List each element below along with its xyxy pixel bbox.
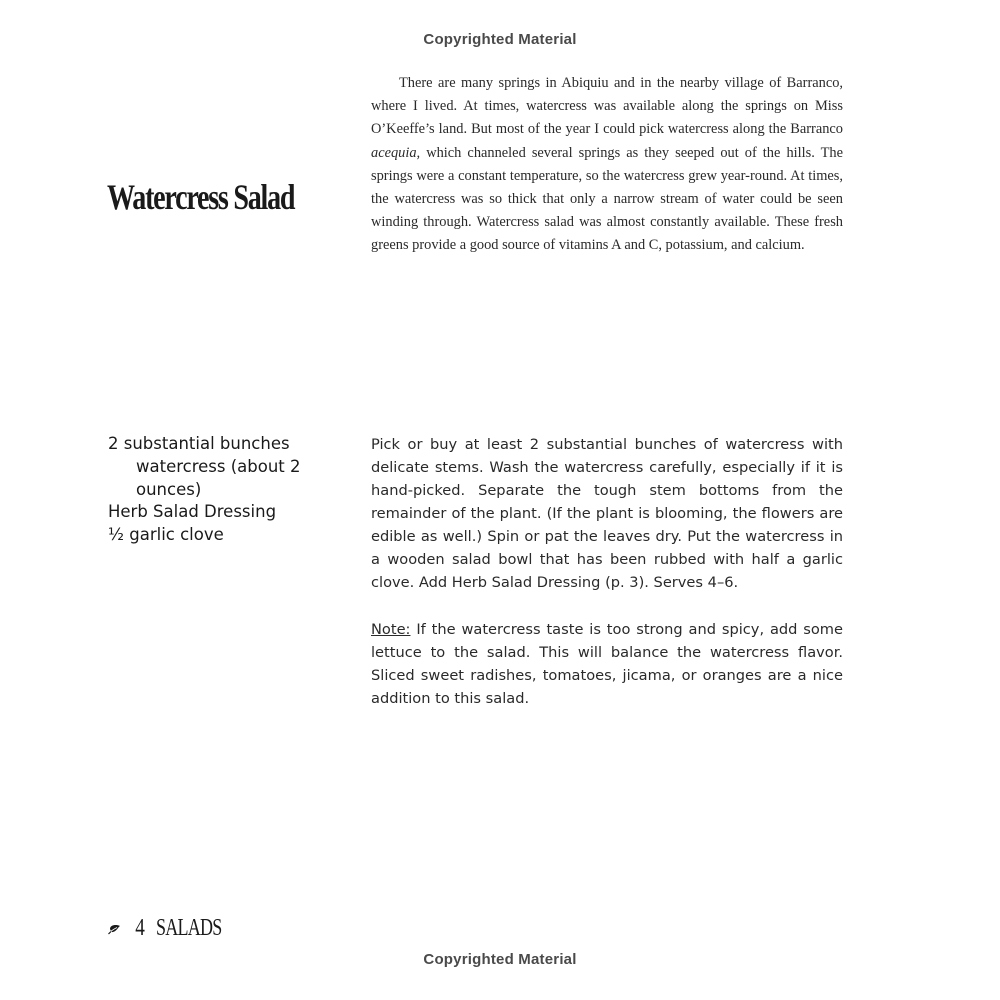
page-footer [108, 915, 243, 945]
intro-text-1: There are many springs in Abiquiu and in the nearby village of Barranco, where I lived. At times, watercress was available along the springs on Miss O’Keeffe’s land. But most of the year I could pick watercress along the Barranco [371, 75, 843, 138]
page-number: 4 [135, 915, 145, 941]
recipe-directions: Pick or buy at least 2 substantial bunches of watercress with delicate stems. Wash the watercress carefully, especially if it is hand-picked. Separate the tough stem bottoms from the remainder of the plant. (If the plant is blooming, the flowers are edible as well.) Spin or pat the leaves dry. Put the watercress in a wooden salad bowl that has been rubbed with half a garlic clove. Add Herb Salad Dressing (p. 3). Serves 4–6. [371, 436, 843, 591]
ingredients-list [108, 433, 328, 547]
intro-text-2: which channeled several springs as they seeped out of the hills. The springs were a constant temperature, so the watercress grew year-round. At times, the watercress was so thick that only a narrow stream of water could be seen winding through. Watercress salad was almost constantly available. These fresh greens provide a good source of vitamins A and C, potassium, and calcium. [371, 144, 843, 254]
ingredient-item: Herb Salad Dressing [108, 502, 277, 522]
recipe-intro [371, 72, 843, 258]
ingredient-item: 2 substantial bunches watercress (about 2 ounces) [108, 434, 301, 499]
recipe-note [371, 618, 843, 710]
recipe-title: Watercress Salad [107, 177, 295, 217]
note-label: Note: [371, 621, 411, 638]
section-name: SALADS [156, 915, 222, 941]
copyright-watermark-top: Copyrighted Material [423, 31, 577, 48]
intro-italic-term: acequia, [371, 144, 421, 161]
ingredient-item: ½ garlic clove [108, 525, 224, 545]
note-text: If the watercress taste is too strong and spicy, add some lettuce to the salad. This will balance the watercress flavor. Sliced sweet radishes, tomatoes, jicama, or oranges are a nice addition to this salad. [371, 621, 843, 707]
copyright-watermark-bottom: Copyrighted Material [423, 951, 577, 968]
leaf-ornament-icon [108, 923, 122, 939]
